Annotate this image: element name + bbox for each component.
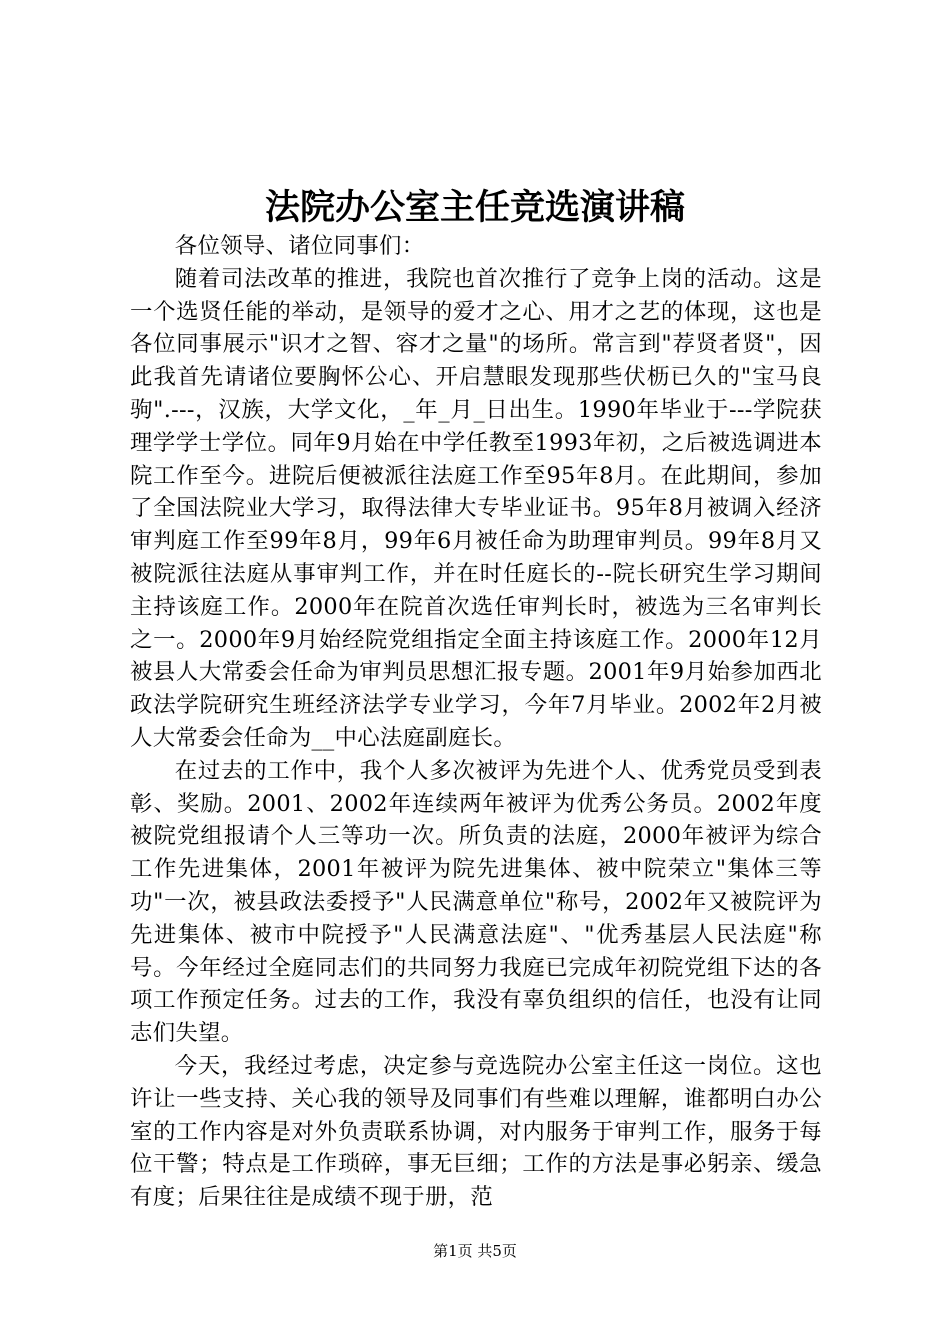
body-paragraph: 在过去的工作中，我个人多次被评为先进个人、优秀党员受到表彰、奖励。2001、2002年连续两年被评为优秀公务员。2002年度被院党组报请个人三等功一次。所负责的法庭，2000年被评为综合工作先进集体，2001年被评为院先进集体、被中院荣立"集体三等功"一次，被县政法委授予"人民满意单位"称号，2002年又被院评为先进集体、被市中院授予"人民满意法庭"、"优秀基层人民法庭"称号。今年经过全庭同志们的共同努力我庭已完成年初院党组下达的各项工作预定任务。过去的工作，我没有辜负组织的信任，也没有让同志们失望。 [130,757,822,1047]
salutation-paragraph: 各位领导、诸位同事们： [174,233,425,259]
body-paragraph: 今天，我经过考虑，决定参与竞选院办公室主任这一岗位。这也许让一些支持、关心我的领导及同事们有些难以理解，谁都明白办公室的工作内容是对外负责联系协调，对内服务于审判工作，服务于每位干警；特点是工作琐碎，事无巨细；工作的方法是事必躬亲、缓急有度；后果往往是成绩不现于册，范 [130,1052,822,1211]
document-title: 法院办公室主任竞选演讲稿 [264,187,685,228]
document-body [130,230,822,1214]
page-footer: 第1页 共5页 [433,1242,517,1260]
body-paragraph: 随着司法改革的推进，我院也首次推行了竞争上岗的活动。这是一个选贤任能的举动，是领导的爱才之心、用才之艺的体现，这也是各位同事展示"识才之智、容才之量"的场所。常言到"荐贤者贤"，因此我首先请诸位要胸怀公心、开启慧眼发现那些伏枥已久的"宝马良驹".---，汉族，大学文化，_年_月_日出生。1990年毕业于---学院获理学学士学位。同年9月始在中学任教至1993年初，之后被选调进本院工作至今。进院后便被派往法庭工作至95年8月。在此期间，参加了全国法院业大学习，取得法律大专毕业证书。95年8月被调入经济审判庭工作至99年8月，99年6月被任命为助理审判员。99年8月又被院派往法庭从事审判工作，并在时任庭长的--院长研究生学习期间主持该庭工作。2000年在院首次选任审判长时，被选为三名审判长之一。2000年9月始经院党组指定全面主持该庭工作。2000年12月被县人大常委会任命为审判员思想汇报专题。2001年9月始参加西北政法学院研究生班经济法学专业学习，今年7月毕业。2002年2月被人大常委会任命为__中心法庭副庭长。 [130,265,822,751]
